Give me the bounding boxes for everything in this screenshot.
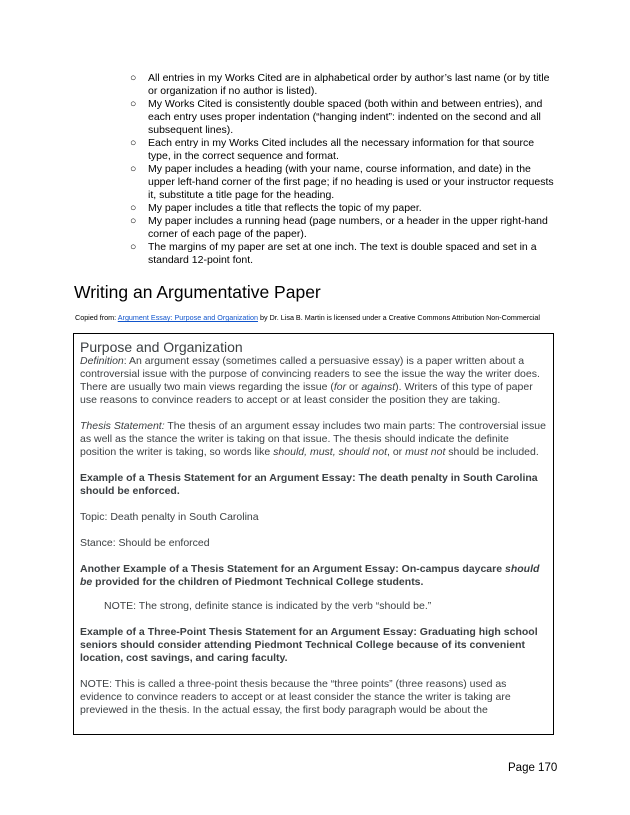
note-strong-stance: NOTE: The strong, definite stance is indicated by the verb “should be.” (104, 600, 432, 612)
checklist-item: ○ My paper includes a heading (with your name, course information, and date) in the upper left-hand corner of the first page; if no heading is used or your instructor requests it, substitute a title page for the heading. (130, 163, 554, 201)
section-heading: Writing an Argumentative Paper (74, 282, 321, 302)
hollow-circle-bullet-icon: ○ (130, 98, 137, 110)
box-title: Purpose and Organization (80, 339, 243, 355)
hollow-circle-bullet-icon: ○ (130, 215, 137, 227)
hollow-circle-bullet-icon: ○ (130, 72, 137, 84)
thesis-paragraph: Thesis Statement: The thesis of an argument essay includes two main parts: The controversial issue as well as the stance the writer is taking on that issue. The thesis should indicate the definite position the writer is taking, so words like should, must, should not, or must not should be included. (80, 420, 546, 458)
checklist-item: ○ My paper includes a running head (page numbers, or a header in the upper right-hand corner of each page of the paper). (130, 215, 548, 240)
hollow-circle-bullet-icon: ○ (130, 163, 137, 175)
hollow-circle-bullet-icon: ○ (130, 202, 137, 214)
page-number: Page 170 (508, 762, 558, 774)
attribution-line: Copied from: Argument Essay: Purpose and Organization by Dr. Lisa B. Martin is licensed under a Creative Commons Attribution Non-Commercial (75, 313, 541, 322)
checklist-item: ○ My Works Cited is consistently double spaced (both within and between entries), and each entry uses proper indentation (“hanging indent”: indented on the second and all subsequent lines). (130, 98, 543, 136)
checklist-item: ○ Each entry in my Works Cited includes all the necessary information for that source type, in the correct sequence and format. (130, 137, 535, 162)
content-box (73, 333, 554, 735)
source-link[interactable]: Argument Essay: Purpose and Organization (117, 313, 258, 322)
works-cited-checklist (130, 72, 555, 267)
note-three-point: NOTE: This is called a three-point thesis because the “three points” (three reasons) used as evidence to convince readers to accept or at least consider the stance the writer is taking are previewed in the thesis. In the actual essay, the first body paragraph would be about the (80, 678, 511, 716)
stance-line: Stance: Should be enforced (80, 537, 210, 549)
topic-line: Topic: Death penalty in South Carolina (80, 511, 259, 523)
hollow-circle-bullet-icon: ○ (130, 241, 137, 253)
example-thesis-1: Example of a Thesis Statement for an Argument Essay: The death penalty in South Carolina should be enforced. (80, 472, 538, 497)
checklist-item: ○ My paper includes a title that reflects the topic of my paper. (130, 202, 422, 214)
hollow-circle-bullet-icon: ○ (130, 137, 137, 149)
example-three-point-thesis: Example of a Three-Point Thesis Statement for an Argument Essay: Graduating high school seniors should consider attending Piedmont Technical College because of its convenient location, cost savings, and caring faculty. (80, 626, 538, 664)
checklist-item: ○ All entries in my Works Cited are in alphabetical order by author’s last name (or by title or organization if no author is listed). (130, 72, 550, 97)
example-thesis-2: Another Example of a Thesis Statement for an Argument Essay: On-campus daycare should be provided for the children of Piedmont Technical College students. (80, 563, 540, 588)
definition-paragraph: Definition: An argument essay (sometimes called a persuasive essay) is a paper written about a controversial issue with the purpose of convincing readers to see the issue the way the writer does. There are usually two main views regarding the issue (for or against). Writers of this type of paper use reasons to convince readers to accept or at least consider the position they are taking. (80, 355, 540, 406)
checklist-item: ○ The margins of my paper are set at one inch. The text is double spaced and set in a standard 12-point font. (130, 241, 537, 266)
